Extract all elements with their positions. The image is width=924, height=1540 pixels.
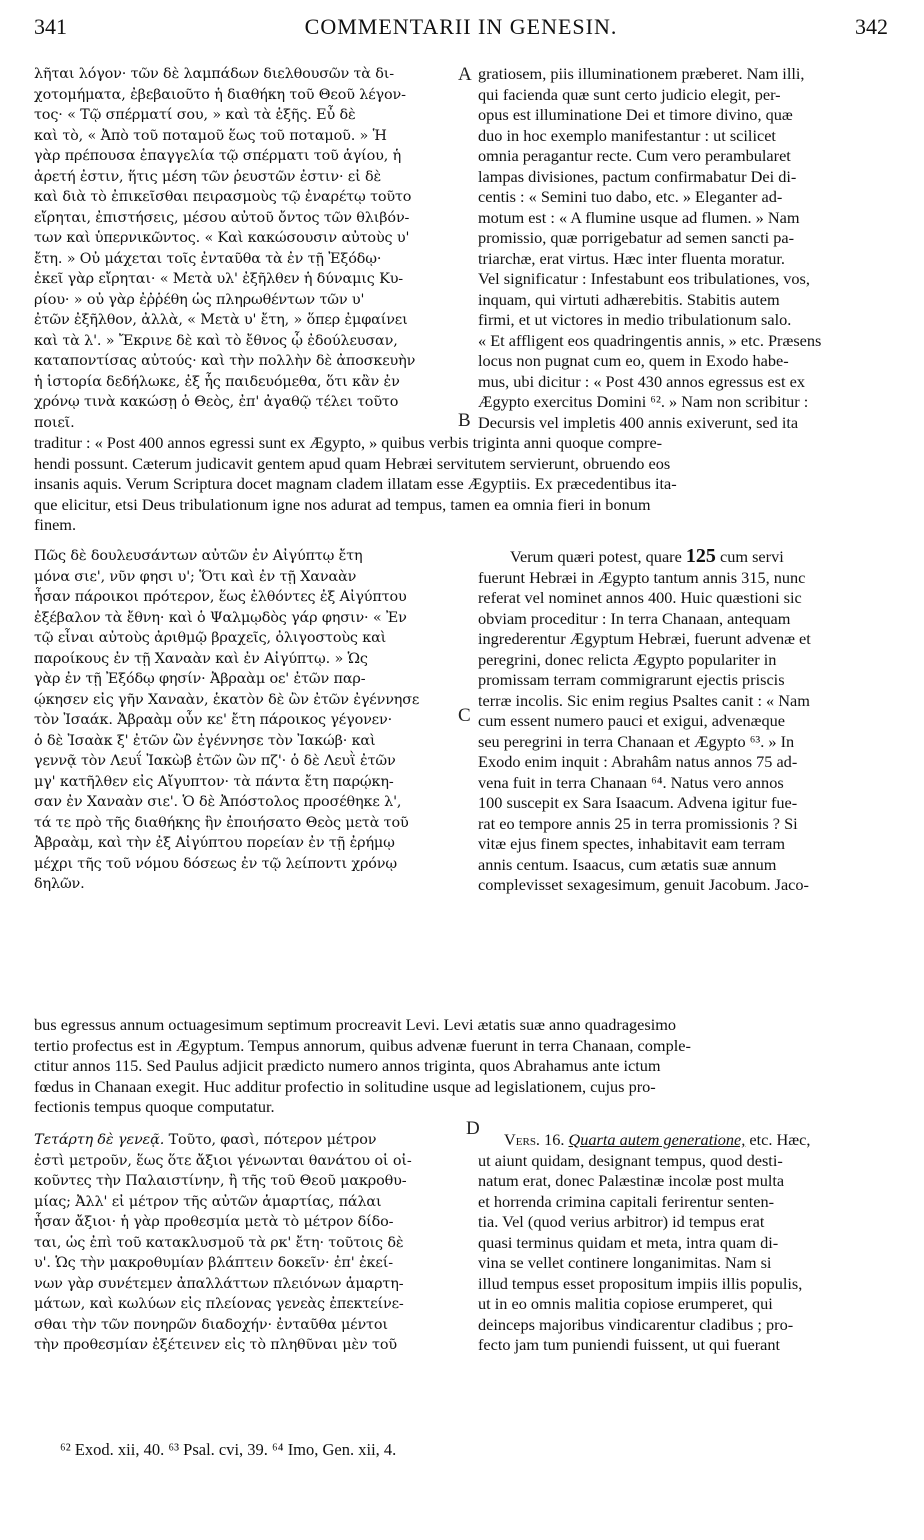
greek-text-line: μέχρι τῆς τοῦ νόμου δόσεως ἐν τῷ λείποντι χρόνῳ [34, 855, 397, 872]
greek-line-rest: Τοῦτο, φασὶ, πότερον μέτρον [168, 1132, 377, 1148]
full-width-line: que elicitur, etsi Deus tribulationum igne nos adurat ad tempus, tamen ea omnia fieri in bonum [34, 494, 651, 514]
latin-lemma: Quarta autem generatione, [568, 1130, 746, 1149]
latin-text-line: 100 suscepit ex Sara Isaacum. Advena igitur fue- [478, 793, 798, 812]
latin-text-line: fuerunt Hebræi in Ægypto tantum annis 315, nunc [478, 567, 806, 587]
greek-text-line: χοτομήματα, ἐβεβαιοῦτο ἡ διαθήκη τοῦ Θεοῦ λέγον- [34, 86, 406, 103]
greek-text-line: καταποντίσας αὐτούς· καὶ τὴν πολλὴν δὲ ἀποσκευὴν [34, 353, 416, 369]
greek-text-line: ποιεῖ. [34, 414, 75, 431]
greek-text-line: ἐτῶν ἐξῆλθον, ἀλλὰ, « Μετὰ υ' ἔτη, » ὅπερ ἐμφαίνει [34, 312, 408, 328]
latin-text-line: quasi terminus quidam et meta, intra quam di- [478, 1232, 779, 1252]
latin-column-1 [478, 64, 890, 433]
greek-text-line: χρόνῳ τινὰ κακώσῃ ὁ Θεὸς, ἐπ' ἀγαθῷ τέλει τοῦτο [34, 394, 399, 410]
latin-first-line-3 [478, 1130, 890, 1151]
greek-text-line: μάτων, καὶ κωλύων εἰς πλείονας γενεὰς ἐπεκτείνε- [34, 1296, 404, 1312]
latin-text-line: illud tempus esset propositum impiis illis populis, [478, 1273, 803, 1293]
greek-text-line: ἐξέβαλον τὰ ἔθνη· καὶ ὁ Ψαλμῳδὸς γάρ φησιν· « Ἐν [34, 609, 407, 626]
latin-text-line: « Et affligent eos quadringentis annis, » etc. Præsens [478, 330, 822, 350]
greek-column-1 [34, 64, 454, 433]
latin-text-line: gratiosem, piis illuminationem præberet. Nam illi, [478, 64, 805, 83]
page-header [34, 8, 888, 42]
latin-text-line: locus non pugnat cum eo, quem in Exodo habe- [478, 351, 789, 370]
full-width-line: insanis aquis. Verum Scriptura docet magnam cladem illatam esse Ægyptiis. Ex præcedentibus ita- [34, 474, 677, 493]
running-title: COMMENTARII IN GENESIN. [304, 14, 618, 39]
greek-text-line: γεννᾷ τὸν Λευΐ Ἰακὼβ ἐτῶν ὢν πζ'· ὁ δὲ Λευῒ ἐτῶν [34, 753, 396, 769]
full-width-line: hendi possunt. Cæterum judicavit gentem apud quam Hebræi servitutem servierunt, obruendo eos [34, 453, 671, 473]
latin-text-line: ingrederentur Ægyptum Hebræi, fuerunt advenæ et [478, 629, 811, 648]
latin-text-line: natum erat, donec Palæstinæ incolæ post multa [478, 1171, 785, 1190]
greek-text-line: σαν ἐν Χαναὰν σιε'. Ὁ δὲ Ἀπόστολος προσέθηκε λ', [34, 794, 402, 810]
latin-text-line: cum essent numero pauci et exigui, advenæque [478, 711, 785, 730]
greek-text-line: ἦσαν ἄξιοι· ἡ γὰρ προθεσμία μετὰ τὸ μέτρον δίδο- [34, 1214, 394, 1230]
latin-text-line: inquam, qui virtuti adhærebitis. Stabitis autem [478, 289, 780, 309]
section-number: 125 [685, 545, 716, 567]
greek-text-line: τῷ εἶναι αὐτοὺς ἀριθμῷ βραχεῖς, ὀλιγοστοὺς καὶ [34, 630, 387, 646]
page-number-left: 341 [34, 14, 67, 39]
latin-text-line: vena fuit in terra Chanaan ⁶⁴. Natus vero annos [478, 772, 784, 792]
greek-text-line: γὰρ πρέπουσα ἐπαγγελία τῷ σπέρματι τοῦ ἁγίου, ἡ [34, 148, 402, 164]
latin-text-line: terræ incolis. Sic enim regius Psaltes canit : « Nam [478, 690, 810, 710]
latin-text-line: vitæ ejus finem spectes, inhabitavit eam terram [478, 834, 785, 853]
margin-marker-b: B [458, 410, 471, 431]
latin-text-line: triarchæ, erat virtus. Hæc inter fluenta moratur. [478, 248, 785, 268]
latin-text-line: opus est illuminatione Dei et timore divino, quæ [478, 105, 793, 124]
latin-text-line: Exodo enim inquit : Abrahâm natus annos 75 ad- [478, 752, 798, 771]
greek-text-line: καὶ τὸ, « Ἀπὸ τοῦ ποταμοῦ ἕως τοῦ ποταμοῦ. » Ἡ [34, 127, 387, 144]
latin-line-start: Verum quæri potest, quare [510, 547, 682, 566]
greek-text-line: μίας; Ἀλλ' εἰ μέτρον τῆς αὐτῶν ἁμαρτίας, πάλαι [34, 1193, 382, 1210]
greek-text-line: ἀρετή ἐστιν, ἥτις μέση τῶν ῥευστῶν ἐστιν· εἰ δὲ [34, 168, 382, 185]
full-width-text-1 [34, 433, 890, 536]
greek-text-line: ἐκεῖ γὰρ εἴρηται· « Μετὰ υλ' ἐξῆλθεν ἡ δύναμις Κυ- [34, 271, 404, 287]
latin-text-line: et horrenda crimina capitali ferirentur senten- [478, 1191, 775, 1211]
greek-column-2 [34, 546, 454, 895]
latin-first-line-2 [478, 546, 890, 568]
greek-text-line: μγ' κατῆλθεν εἰς Αἴγυπτον· τὰ πάντα ἔτη παρῴκη- [34, 773, 394, 790]
greek-first-line-3 [34, 1130, 454, 1151]
footnotes: ⁶² Exod. xii, 40. ⁶³ Psal. cvi, 39. ⁶⁴ Imo, Gen. xii, 4. [60, 1440, 397, 1459]
latin-text-line: duo in hoc exemplo manifestantur : ut scilicet [478, 125, 776, 145]
latin-text-line: tia. Vel (quod verius arbitror) id tempus erat [478, 1212, 765, 1231]
latin-text-line: referat vel nominet annos 400. Huic quæstioni sic [478, 588, 802, 607]
greek-text-line: ἐστὶ μετροῦν, ἕως ὅτε ἄξιοι γένωνται θανάτου οἱ οἰ- [34, 1152, 412, 1169]
greek-text-line: μόνα σιε', νῦν φησι υ'; Ὅτι καὶ ἐν τῇ Χαναὰν [34, 568, 357, 585]
full-width-line: traditur : « Post 400 annos egressi sunt ex Ægypto, » quibus verbis triginta anni quoque compre- [34, 433, 663, 452]
latin-text-line: Vel significatur : Infestabunt eos tribulationes, vos, [478, 269, 810, 288]
latin-text-line: deinceps majoribus vindicarentur cladibus ; pro- [478, 1314, 794, 1334]
greek-text-line: ἡ ἱστορία δεδήλωκε, ἐξ ἧς παιδευόμεθα, ὅτι κἂν ἐν [34, 373, 400, 390]
latin-text-line: Ægypto exercitus Domini ⁶². » Nam non scribitur : [478, 392, 809, 411]
greek-text-line: τος· « Τῷ σπέρματί σου, » καὶ τὰ ἑξῆς. Εὖ δὲ [34, 107, 356, 123]
latin-text-line: centis : « Semini tuo dabo, etc. » Eleganter ad- [478, 187, 783, 206]
latin-text-line: lampas divisiones, pactum confirmabatur Dei di- [478, 166, 797, 186]
greek-text-line: ὁ δὲ Ἰσαὰκ ξ' ἐτῶν ὢν ἐγέννησε τὸν Ἰακώβ· καὶ [34, 732, 376, 749]
full-width-line: fectionis tempus quoque computatur. [34, 1097, 275, 1116]
margin-marker-a: A [458, 64, 472, 85]
latin-text-line: rat eo tempore annis 25 in terra promissionis ? Si [478, 813, 798, 833]
latin-text-line: promissam terram commigrarunt ejectis priscis [478, 670, 785, 689]
latin-text-line: ut aiunt quidam, designant tempus, quod desti- [478, 1150, 783, 1170]
greek-text-line: λῆται λόγον· τῶν δὲ λαμπάδων διελθουσῶν τὰ δι- [34, 66, 395, 82]
latin-text-line: omnia peragantur recte. Cum vero perambularet [478, 146, 791, 165]
latin-column-2 [478, 546, 890, 896]
latin-text-line: seu peregrini in terra Chanaan et Ægypto ⁶³. » In [478, 731, 795, 751]
latin-text-line: Decursis vel impletis 400 annis exiverunt, sed ita [478, 412, 799, 432]
greek-text-line: υ'. Ὡς τὴν μακροθυμίαν βλάπτειν δοκεῖν· ἐπ' ἐκεί- [34, 1255, 393, 1271]
greek-text-line: τὴν προθεσμίαν ἐξέτεινεν εἰς τὸ πληθῦναι μὲν τοῦ [34, 1337, 397, 1353]
full-width-line: bus egressus annum octuagesimum septimum procreavit Levi. Levi ætatis suæ anno quadragesimo [34, 1015, 677, 1034]
latin-line-rest: etc. Hæc, [749, 1130, 811, 1149]
latin-column-3 [478, 1130, 890, 1356]
latin-text-line: ut in eo omnis malitia copiose erumperet, qui [478, 1294, 773, 1313]
greek-text-line: νων γὰρ συνέτεμεν ἀπαλλάττων πλειόνων ἁμαρτη- [34, 1275, 404, 1292]
greek-text-line: δηλῶν. [34, 876, 85, 892]
greek-lemma: Τετάρτη δὲ γενεᾷ. [34, 1132, 165, 1148]
greek-text-line: καὶ διὰ τὸ ἐπικεῖσθαι πειρασμοὺς τῷ ἐναρέτῳ τοῦτο [34, 189, 412, 205]
greek-text-line: τά τε πρὸ τῆς διαθήκης ἣν ἐποιήσατο Θεὸς μετὰ τοῦ [34, 814, 409, 831]
latin-text-line: firmi, et ut victores in medio tribulationum salo. [478, 310, 792, 329]
greek-text-line: Ἀβραὰμ, καὶ τὴν ἐξ Αἰγύπτου πορείαν ἐν τῇ ἐρήμῳ [34, 835, 395, 851]
latin-text-line: fecto jam tum puniendi fuissent, ut qui fuerant [478, 1335, 781, 1354]
greek-text-line: παροίκους ἐν τῇ Χαναὰν καὶ ἐν Αἰγύπτῳ. » Ὡς [34, 650, 368, 667]
greek-text-line: Πῶς δὲ δουλευσάντων αὐτῶν ἐν Αἰγύπτῳ ἔτη [34, 548, 363, 564]
margin-marker-d: D [466, 1118, 480, 1139]
latin-line-end: cum servi [719, 547, 784, 566]
greek-text-line: ῴκησεν εἰς γῆν Χαναὰν, ἑκατὸν δὲ ὢν ἐτῶν ἐγέννησε [34, 691, 420, 708]
latin-text-line: promissio, quæ porrigebatur ad semen sancti pa- [478, 228, 795, 247]
latin-text-line: mus, ubi dicitur : « Post 430 annos egressus est ex [478, 371, 805, 391]
greek-column-3 [34, 1130, 454, 1356]
greek-text-line: κοῦντες τὴν Παλαιστίνην, ἢ τῆς τοῦ Θεοῦ μακροθυ- [34, 1173, 407, 1189]
page-number-right: 342 [855, 14, 888, 39]
latin-text-line: peregrini, donec relicta Ægypto populariter in [478, 649, 777, 669]
greek-text-line: ἔτη. » Οὐ μάχεται τοῖς ἐνταῦθα τὰ ἐν τῇ Ἐξόδῳ· [34, 250, 382, 267]
greek-text-line: καὶ τὰ λ'. » Ἔκρινε δὲ καὶ τὸ ἔθνος ᾧ ἐδούλευσαν, [34, 332, 398, 349]
latin-text-line: motum est : « A flumine usque ad flumen. » Nam [478, 207, 800, 227]
verse-label: Vers. 16. [504, 1130, 565, 1149]
latin-text-line: qui facienda quæ sunt certo judicio elegit, per- [478, 84, 781, 104]
greek-text-line: των καὶ ὑπερνικῶντος. « Καὶ κακώσουσιν αὐτοὺς υ' [34, 230, 410, 246]
greek-text-line: γὰρ ἐν τῇ Ἐξόδῳ φησίν· Ἀβραὰμ οε' ἐτῶν παρ- [34, 671, 366, 687]
latin-text-line: annis centum. Isaacus, cum ætatis suæ annum [478, 854, 777, 874]
greek-text-line: σθαι τὴν τῶν πονηρῶν διαδοχήν· ἐνταῦθα μέντοι [34, 1316, 388, 1333]
full-width-line: ctitur annos 115. Sed Paulus adjicit prædicto numero annos triginta, quos Abrahamus ante ictum [34, 1056, 661, 1075]
full-width-line: finem. [34, 515, 77, 534]
margin-marker-c: C [458, 705, 471, 726]
greek-text-line: ται, ὡς ἐπὶ τοῦ κατακλυσμοῦ τὰ ρκ' ἔτη· τοῦτοις δὲ [34, 1234, 404, 1251]
full-width-line: fœdus in Chanaan exegit. Huc additur profectio in solitudine usque ad legislationem, cujus pro- [34, 1076, 656, 1096]
greek-text-line: εἴρηται, ἐπιστήσεις, μέσου αὐτοῦ ὄντος τῶν θλιβόν- [34, 209, 410, 226]
greek-text-line: ρίου· » οὐ γὰρ ἐῤῥέθη ὡς πληρωθέντων τῶν υ' [34, 291, 365, 308]
latin-text-line: obviam proceditur : In terra Chanaan, antequam [478, 608, 791, 628]
full-width-line: tertio profectus est in Ægyptum. Tempus annorum, quibus advenæ fuerunt in terra Chanaan, comple- [34, 1035, 691, 1055]
full-width-text-2 [34, 1015, 890, 1118]
greek-text-line: τὸν Ἰσαάκ. Ἀβραὰμ οὖν κε' ἔτη πάροικος γέγονεν· [34, 712, 393, 728]
latin-text-line: vina se vellet continere longanimitas. Nam si [478, 1253, 772, 1272]
greek-text-line: ἦσαν πάροικοι πρότερον, ἕως ἐλθόντες ἐξ Αἰγύπτου [34, 589, 407, 605]
latin-text-line: complevisset sexagesimum, genuit Jacobum. Jaco- [478, 875, 809, 894]
